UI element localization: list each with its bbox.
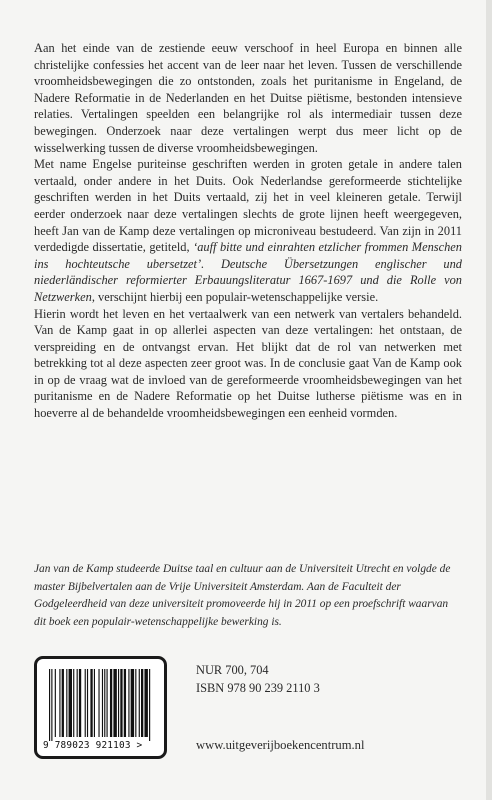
barcode-bar: [49, 669, 50, 741]
barcode-bar: [113, 669, 116, 737]
dissertation-title: ‘auff bitte und einrahten etzlicher frommen Menschen ins hochteutsche ubersetzet’. Deutsche Übersetzungen englischer und niederländischer reformierter Erbauungsliteratur 1667-1697 und die Rolle von Netzwerken: [34, 240, 462, 304]
barcode-bar: [94, 669, 95, 737]
barcode-bar: [98, 669, 99, 737]
barcode-bar: [124, 669, 126, 737]
barcode-bar: [144, 669, 147, 737]
barcode-bar: [102, 669, 103, 737]
publisher-url: www.uitgeverijboekencentrum.nl: [196, 738, 365, 752]
barcode-bar: [110, 669, 112, 737]
nur-code: NUR 700, 704: [196, 663, 269, 677]
barcode-bar: [66, 669, 67, 737]
barcode-bar: [62, 669, 64, 737]
barcode-bar: [85, 669, 86, 737]
barcode-bar: [90, 669, 92, 737]
barcode-bar: [141, 669, 143, 737]
isbn-barcode: [34, 656, 167, 759]
barcode-bar: [77, 669, 78, 737]
barcode-bar: [128, 669, 129, 737]
barcode-bar: [120, 669, 122, 737]
blurb-paragraph-1: Aan het einde van de zestiende eeuw verschoof in heel Europa en binnen alle christelijke confessies het accent van de leer naar het leven. Tussen de verschillende vroomheidsbewegingen die zo ontstonden, zoals het puritanisme in Engeland, de Nadere Reformatie in de Nederlanden en het Duitse piëtisme, bestonden intensieve relaties. Vertalingen speelden een belangrijke rol als intermediair tussen deze bewegingen. Onderzoek naar deze vertalingen werpt dus meer licht op de wisselwerking tussen de diverse vroomheidsbewegingen.: [34, 41, 462, 155]
blurb-paragraph-2-text: Met name Engelse puriteinse geschriften werden in groten getale in andere talen vertaald, onder andere in het Duits. Ook Nederlandse gereformeerde stichtelijke geschriften werden in het Duits vertaald, zij het in veel kleineren getale. Terwijl eerder onderzoek naar deze vertalingen slechts de grote lijnen heeft weergegeven, heeft Jan van de Kamp deze vertalingen op microniveau bestudeerd. Van zijn in 2011 verdedigde dissertatie, getiteld,: [34, 157, 462, 255]
barcode-bar: [73, 669, 74, 737]
barcode-bar: [51, 669, 52, 741]
barcode-bar: [107, 669, 108, 737]
barcode-bar: [87, 669, 88, 737]
cover-edge: [486, 0, 492, 800]
barcode-bar: [131, 669, 134, 737]
barcode-digits: 9 789023 921103 >: [43, 740, 143, 751]
barcode-bar: [135, 669, 136, 737]
isbn-number: ISBN 978 90 239 2110 3: [196, 681, 320, 695]
blurb-text: [34, 40, 462, 422]
barcode-bar: [59, 669, 60, 737]
barcode-bar: [55, 669, 56, 737]
blurb-paragraph-3: Hierin wordt het leven en het vertaalwerk van een netwerk van vertalers behandeld. Van de Kamp gaat in op allerlei aspecten van deze vertalingen: het ontstaan, de verspreiding en de ontvangst ervan. Het blijkt dat de rol van netwerken met betrekking tot al deze aspecten zeer groot was. In de conclusie gaat Van de Kamp ook in op de vraag wat de invloed van de gereformeerde vroomheidsbewegingen van het puritanisme en de Nadere Reformatie op het Duitse lutherse piëtisme was en in hoeverre al de behandelde vroomheidsbewegingen een eenheid vormden.: [34, 306, 462, 421]
barcode-bar: [69, 669, 72, 737]
barcode-bar: [118, 669, 119, 737]
barcode-bar: [104, 669, 105, 737]
author-bio: Jan van de Kamp studeerde Duitse taal en cultuur aan de Universiteit Utrecht en volgde de master Bijbelvertalen aan de Vrije Universiteit Amsterdam. Aan de Faculteit der Godgeleerdheid van deze universiteit promoveerde hij in 2011 op een proefschrift waarvan dit boek een populair-wetenschappelijke bewerking is.: [34, 563, 451, 628]
barcode-bar: [79, 669, 81, 737]
barcode-bar: [149, 669, 150, 741]
blurb-paragraph-2-ending: , verschijnt hierbij een populair-wetenschappelijke versie.: [91, 289, 379, 304]
barcode-bar: [139, 669, 140, 737]
blurb-paragraph-2: [34, 156, 462, 305]
